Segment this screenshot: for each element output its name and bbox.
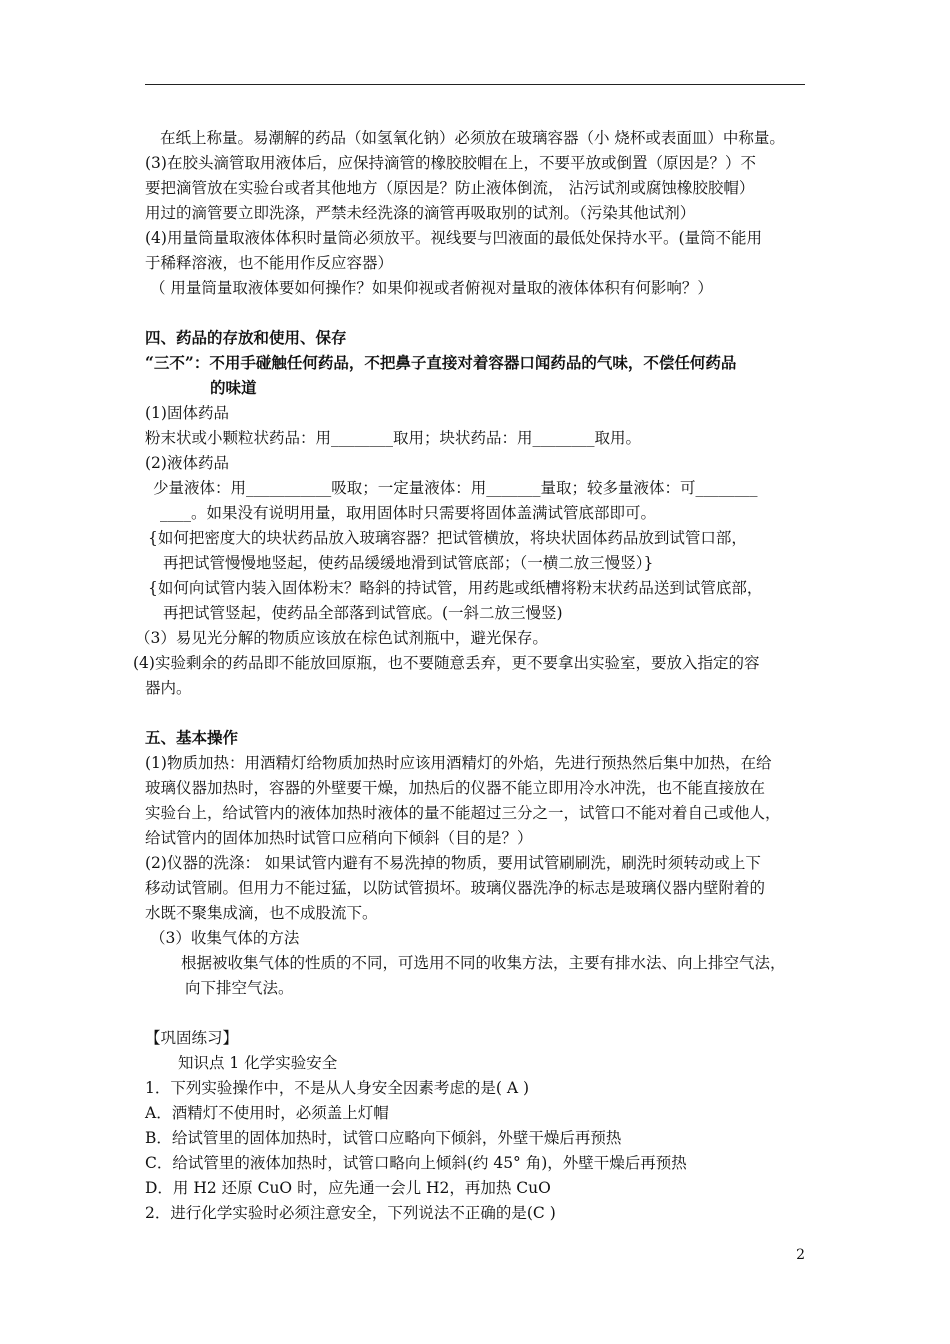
- text-line: 水既不聚集成滴，也不成股流下。: [145, 904, 378, 922]
- text-line: {如何把密度大的块状药品放入玻璃容器？把试管横放，将块状固体药品放到试管口部，: [148, 529, 747, 547]
- question-item: 1．下列实验操作中，不是从人身安全因素考虑的是( A ): [145, 1079, 530, 1097]
- text-line: (3)在胶头滴管取用液体后，应保持滴管的橡胶胶帽在上，不要平放或倒置（原因是？）不: [145, 154, 756, 172]
- text-line: 根据被收集气体的性质的不同，可选用不同的收集方法，主要有排水法、向上排空气法，: [181, 954, 786, 972]
- text-line: 向下排空气法。: [185, 979, 294, 997]
- section-heading-4: 四、药品的存放和使用、保存: [145, 328, 347, 347]
- practice-heading: 【巩固练习】: [145, 1029, 239, 1047]
- text-line: 器内。: [145, 679, 192, 697]
- text-line: (1)固体药品: [145, 404, 229, 422]
- text-line: 给试管内的固体加热时试管口应稍向下倾斜（目的是？）: [145, 829, 533, 847]
- text-line: 要把滴管放在实验台或者其他地方（原因是？防止液体倒流， 沾污试剂或腐蚀橡胶胶帽）: [145, 179, 755, 197]
- text-line: “三不”：不用手碰触任何药品，不把鼻子直接对着容器口闻药品的气味，不偿任何药品: [145, 353, 737, 372]
- section-heading-5: 五、基本操作: [145, 728, 239, 747]
- text-line: （3）易见光分解的物质应该放在棕色试剂瓶中，避光保存。: [135, 629, 548, 647]
- text-line: 少量液体：用___________吸取；一定量液体：用_______量取；较多量液体：可________: [153, 479, 758, 497]
- text-line: (4)实验剩余的药品即不能放回原瓶，也不要随意丢弃，更不要拿出实验室，要放入指定的容: [133, 654, 760, 672]
- text-line: 玻璃仪器加热时，容器的外壁要干燥，加热后的仪器不能立即用冷水冲洗，也不能直接放在: [145, 779, 766, 797]
- text-line: （ 用量筒量取液体要如何操作？如果仰视或者俯视对量取的液体体积有何影响？）: [150, 279, 713, 297]
- answer-option: D．用 H2 还原 CuO 时，应先通一会儿 H2，再加热 CuO: [145, 1179, 551, 1197]
- text-line: （3）收集气体的方法: [150, 929, 300, 947]
- text-line: 再把试管竖起，使药品全部落到试管底。(一斜二放三慢竖): [163, 604, 563, 622]
- answer-option: C．给试管里的液体加热时，试管口略向上倾斜(约 45° 角)，外壁干燥后再预热: [145, 1154, 687, 1172]
- text-line: 移动试管刷。但用力不能过猛，以防试管损坏。玻璃仪器洗净的标志是玻璃仪器内壁附着的: [145, 879, 766, 897]
- answer-option: B．给试管里的固体加热时，试管口应略向下倾斜，外壁干燥后再预热: [145, 1129, 622, 1147]
- answer-option: A．酒精灯不使用时，必须盖上灯帽: [145, 1104, 389, 1122]
- text-line: {如何向试管内装入固体粉末？略斜的持试管，用药匙或纸槽将粉末状药品送到试管底部，: [148, 579, 763, 597]
- text-line: 再把试管慢慢地竖起，使药品缓缓地滑到试管底部；（一横二放三慢竖）}: [163, 554, 654, 572]
- text-line: 知识点 1 化学实验安全: [178, 1054, 338, 1072]
- text-line: (2)仪器的洗涤： 如果试管内避有不易洗掉的物质，要用试管刷刷洗，刷洗时须转动或上下: [145, 854, 761, 872]
- header-rule: [145, 84, 805, 85]
- text-line: (1)物质加热：用酒精灯给物质加热时应该用酒精灯的外焰，先进行预热然后集中加热，在给: [145, 754, 772, 772]
- text-line: 的味道: [210, 378, 257, 397]
- question-item: 2．进行化学实验时必须注意安全，下列说法不正确的是(C ): [145, 1204, 556, 1222]
- text-line: 实验台上，给试管内的液体加热时液体的量不能超过三分之一，试管口不能对着自己或他人，: [145, 804, 781, 822]
- text-line: (4)用量筒量取液体体积时量筒必须放平。视线要与凹液面的最低处保持水平。(量筒不能用: [145, 229, 763, 247]
- text-line: (2)液体药品: [145, 454, 229, 472]
- text-line: 于稀释溶液，也不能用作反应容器）: [145, 254, 394, 272]
- page-number: 2: [796, 1247, 805, 1263]
- text-line: ____。如果没有说明用量，取用固体时只需要将固体盖满试管底部即可。: [160, 504, 657, 522]
- text-line: 在纸上称量。易潮解的药品（如氢氧化钠）必须放在玻璃容器（小 烧杯或表面皿）中称量。: [160, 129, 785, 147]
- text-line: 用过的滴管要立即洗涤，严禁未经洗涤的滴管再吸取别的试剂。（污染其他试剂）: [145, 204, 696, 222]
- text-line: 粉末状或小颗粒状药品：用________取用；块状药品：用________取用。: [145, 429, 642, 447]
